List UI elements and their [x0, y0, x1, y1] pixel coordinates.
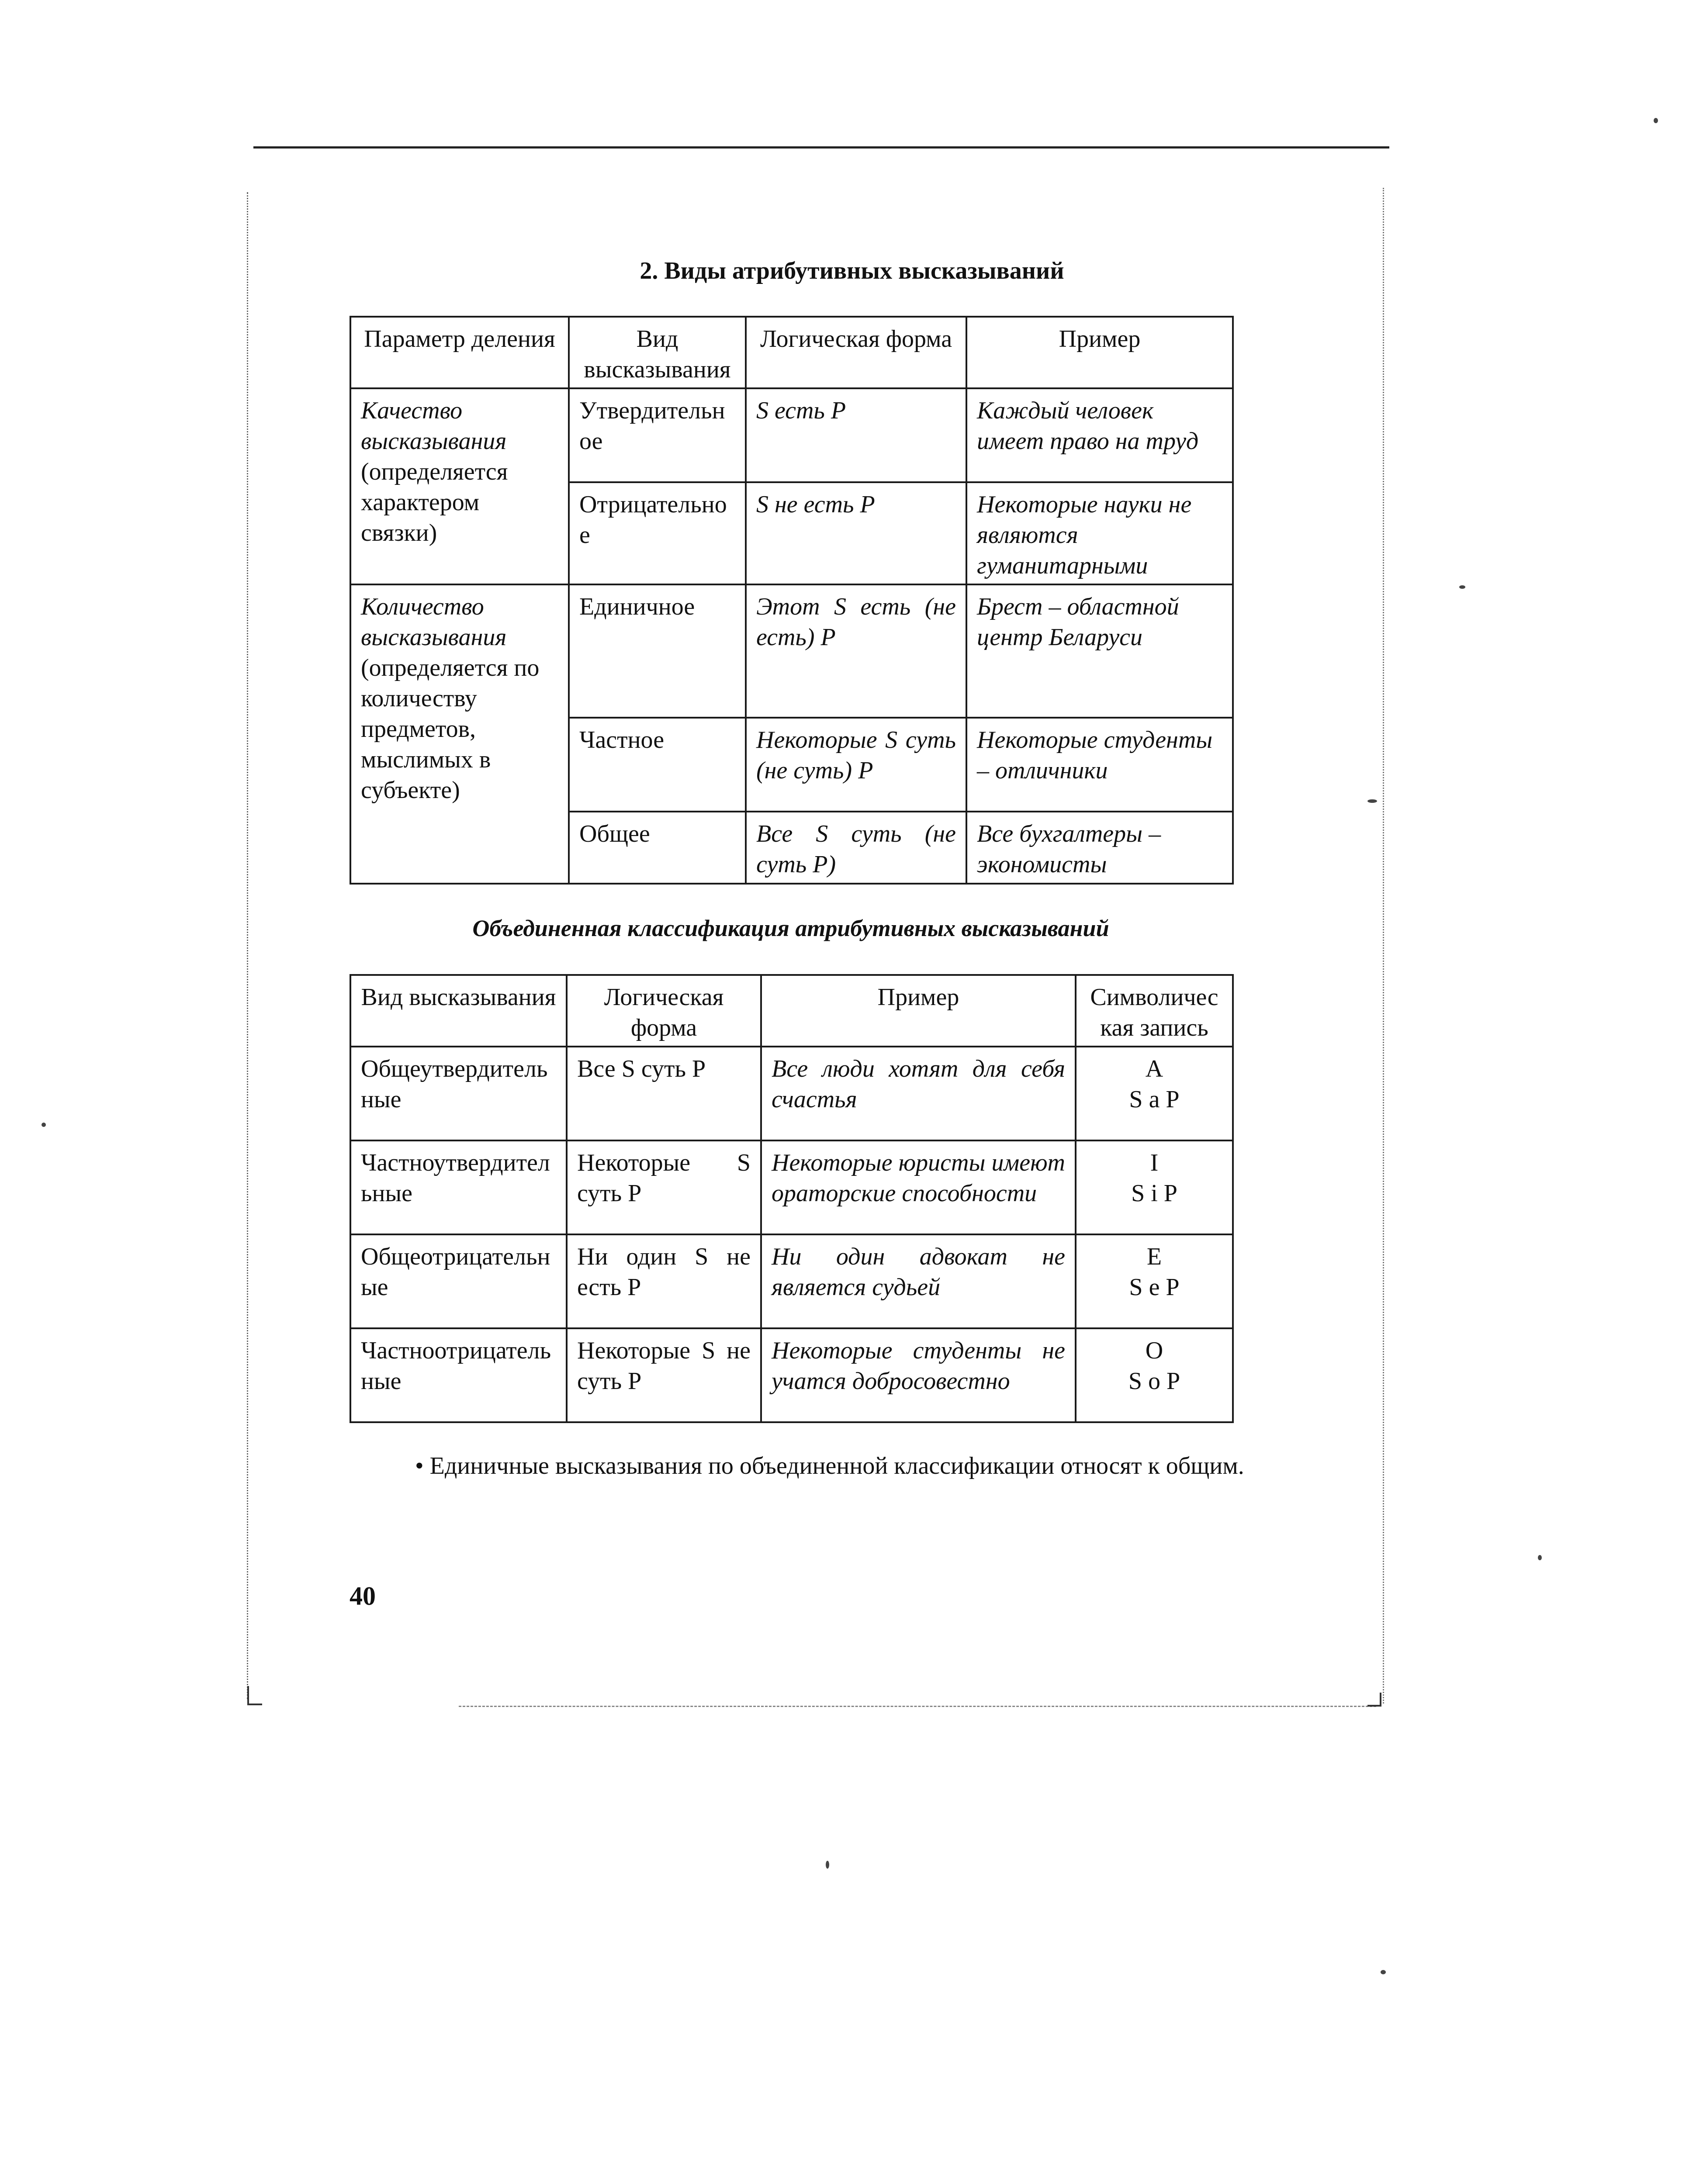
- page-number: 40: [350, 1582, 376, 1610]
- symbol-letter: I: [1150, 1149, 1159, 1176]
- statement-kind-cell: Общеутвердительные: [350, 1047, 567, 1140]
- symbol-letter: A: [1145, 1055, 1163, 1082]
- column-header: Символическая запись: [1076, 975, 1233, 1047]
- symbol-formula: S i P: [1131, 1180, 1177, 1207]
- statement-kind-cell: Единичное: [569, 584, 746, 718]
- scan-speck: [1381, 1970, 1386, 1974]
- logical-form-cell: Некоторые S не суть P: [567, 1328, 761, 1422]
- symbol-formula: S a P: [1129, 1086, 1180, 1113]
- scan-frame-top: [253, 146, 1389, 149]
- logical-form-cell: Некоторые S суть P: [567, 1140, 761, 1234]
- table-row: [350, 584, 1233, 718]
- column-header: Вид высказывания: [350, 975, 567, 1047]
- column-header: Логическая форма: [567, 975, 761, 1047]
- parameter-name: Качество высказывания: [361, 397, 507, 455]
- symbol-formula: S e P: [1129, 1274, 1180, 1301]
- column-header: Пример: [761, 975, 1076, 1047]
- logical-form-cell: Этот S есть (не есть) P: [746, 584, 966, 718]
- column-header: Пример: [966, 317, 1233, 388]
- example-cell: Брест – областной центр Беларуси: [966, 584, 1233, 718]
- table-row: [350, 1140, 1233, 1234]
- symbol-letter: E: [1146, 1243, 1162, 1270]
- column-header: Вид высказывания: [569, 317, 746, 388]
- scan-speck: [42, 1123, 46, 1127]
- scan-speck: [826, 1861, 829, 1869]
- logical-form-cell: Ни один S не есть P: [567, 1234, 761, 1328]
- column-header: Параметр деления: [350, 317, 569, 388]
- division-parameter-cell: [350, 584, 569, 884]
- symbol-letter: O: [1145, 1337, 1163, 1364]
- statement-kind-cell: Утвердительное: [569, 388, 746, 482]
- example-cell: Некоторые науки не являются гуманитарными: [966, 482, 1233, 584]
- parameter-explanation: (определяется характером связки): [361, 458, 508, 546]
- example-cell: Некоторые студенты не учатся добросовестно: [761, 1328, 1076, 1422]
- example-cell: Некоторые юристы имеют ораторские способности: [761, 1140, 1076, 1234]
- statement-kind-cell: Общеотрицательные: [350, 1234, 567, 1328]
- symbol-cell: [1076, 1328, 1233, 1422]
- example-cell: Ни один адвокат не является судьей: [761, 1234, 1076, 1328]
- statement-kind-cell: Отрицательное: [569, 482, 746, 584]
- example-cell: Каждый человек имеет право на труд: [966, 388, 1233, 482]
- table-row: [350, 1047, 1233, 1140]
- parameter-name: Количество высказывания: [361, 593, 507, 651]
- statement-kind-cell: Общее: [569, 812, 746, 884]
- table-header-row: [350, 317, 1233, 388]
- example-cell: Все бухгалтеры – экономисты: [966, 812, 1233, 884]
- example-cell: Некоторые студенты – отличники: [966, 718, 1233, 812]
- parameter-explanation: (определяется по количеству предметов, мыслимых в субъекте): [361, 654, 540, 804]
- statement-kind-cell: Частноотрицательные: [350, 1328, 567, 1422]
- combined-classification-table: [350, 974, 1234, 1423]
- example-cell: Все люди хотят для себя счастья: [761, 1047, 1076, 1140]
- table-row: [350, 1234, 1233, 1328]
- table-row: [350, 1328, 1233, 1422]
- combined-classification-title: Объединенная классификация атрибутивных высказываний: [472, 915, 1109, 941]
- corner-mark: [247, 1686, 262, 1705]
- division-parameter-cell: [350, 388, 569, 584]
- table-header-row: [350, 975, 1233, 1047]
- logical-form-cell: Все S суть P: [567, 1047, 761, 1140]
- scan-speck: [1654, 118, 1658, 123]
- scan-speck: [1367, 799, 1377, 803]
- symbol-cell: [1076, 1234, 1233, 1328]
- logical-form-cell: Некоторые S суть (не суть) P: [746, 718, 966, 812]
- column-header: Логическая форма: [746, 317, 966, 388]
- statement-kind-cell: Частноутвердительные: [350, 1140, 567, 1234]
- symbol-cell: [1076, 1140, 1233, 1234]
- symbol-cell: [1076, 1047, 1233, 1140]
- logical-form-cell: S есть P: [746, 388, 966, 482]
- corner-mark: [1367, 1693, 1381, 1707]
- scan-frame-right: [1383, 188, 1384, 1704]
- attributive-statements-table: [350, 316, 1234, 885]
- logical-form-cell: Все S суть (не суть P): [746, 812, 966, 884]
- scan-frame-left: [247, 192, 248, 1699]
- statement-kind-cell: Частное: [569, 718, 746, 812]
- scan-speck: [1459, 585, 1465, 589]
- logical-form-cell: S не есть P: [746, 482, 966, 584]
- bullet-note: • Единичные высказывания по объединенной классификации относят к общим.: [415, 1452, 1244, 1479]
- table-row: [350, 388, 1233, 482]
- scan-speck: [1538, 1555, 1542, 1560]
- section-title: 2. Виды атрибутивных высказываний: [640, 257, 1064, 284]
- scan-frame-bottom: [459, 1706, 1376, 1707]
- symbol-formula: S o P: [1128, 1368, 1180, 1395]
